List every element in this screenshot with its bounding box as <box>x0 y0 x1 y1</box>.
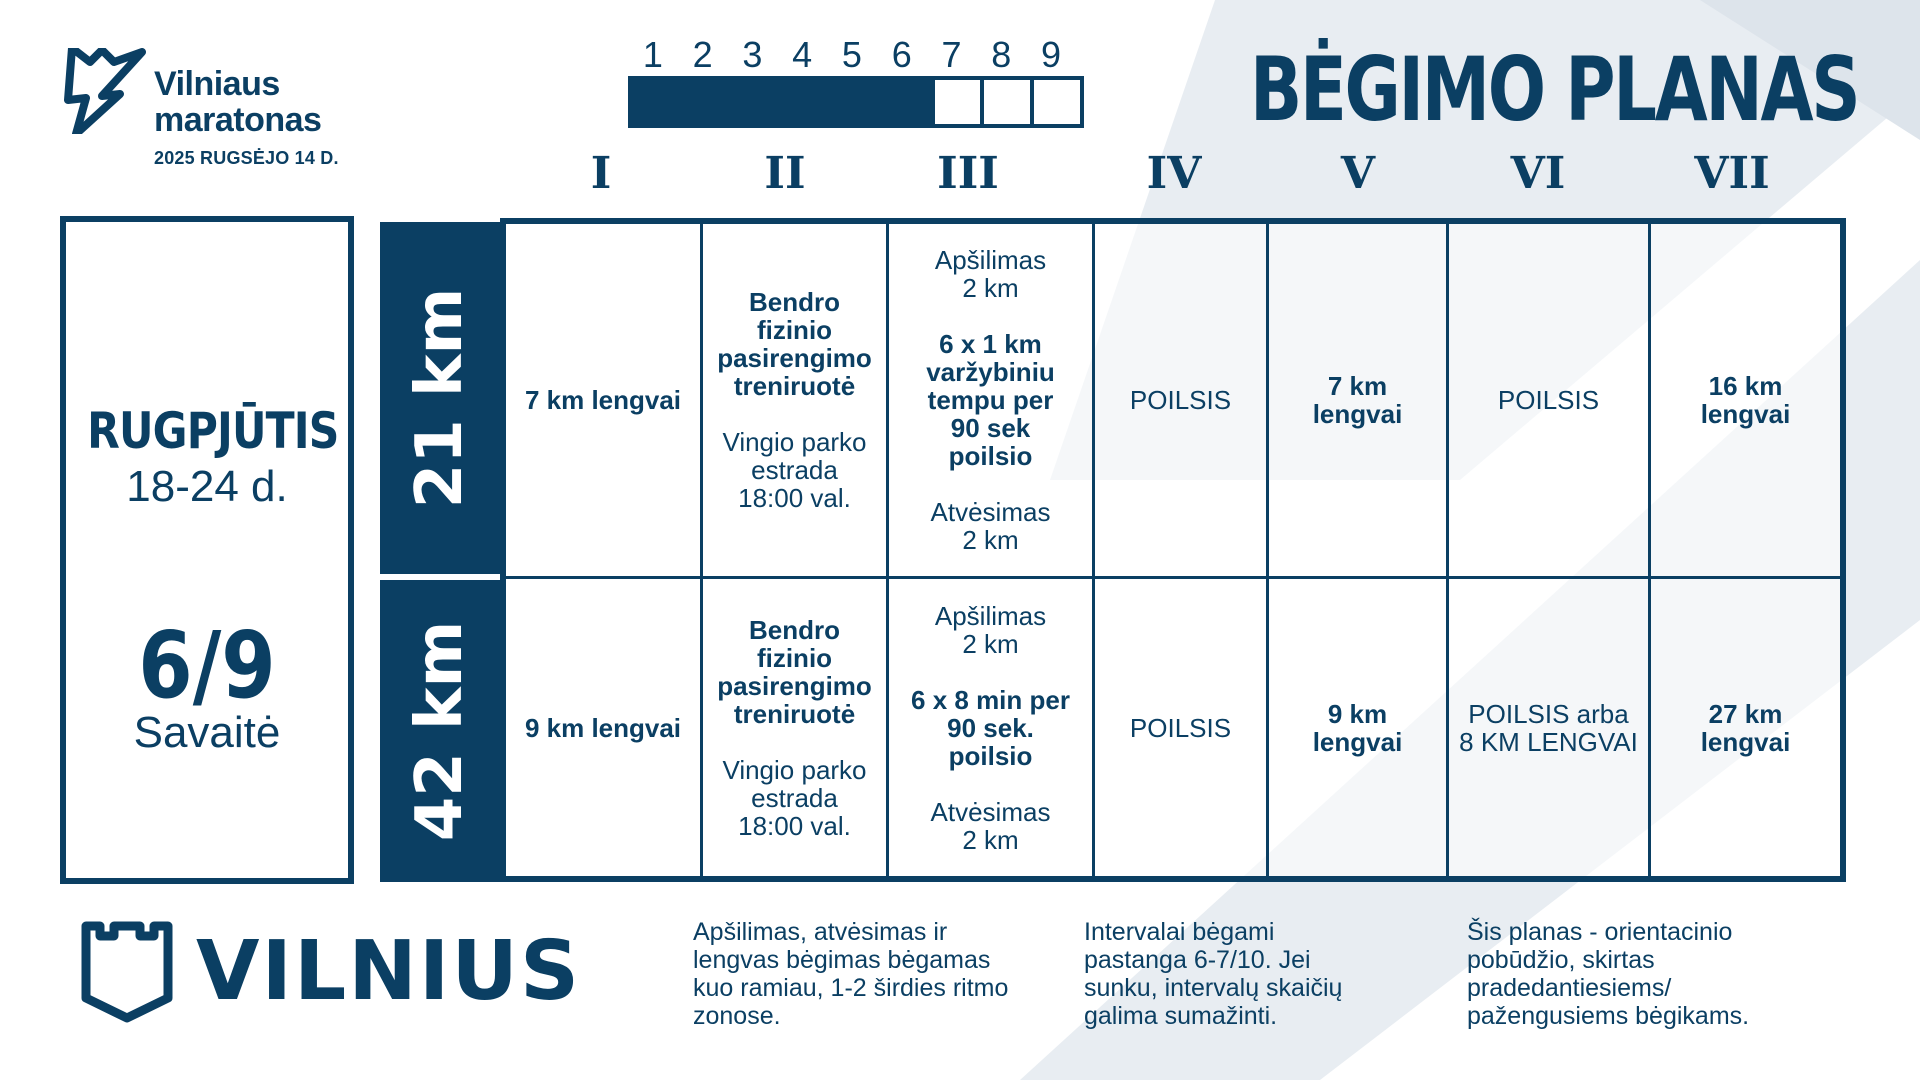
month-label: RUGPJŪTIS <box>87 402 339 460</box>
plan-cell-42-d6: POILSIS arba 8 KM LENGVAI <box>1459 698 1638 757</box>
week-progress <box>628 34 1084 128</box>
plan-cell-42-d7: 27 km lengvai <box>1700 698 1791 757</box>
day-header-4: IV <box>1146 148 1202 199</box>
plan-cell-42-d4: POILSIS <box>1129 712 1232 743</box>
week-fraction: 6/9 <box>138 612 276 719</box>
event-date: 2025 RUGSĖJO 14 D. <box>154 148 339 168</box>
week-number: 2 <box>692 34 713 75</box>
remaining-week-cell <box>931 80 981 124</box>
distance-text-21: 21 km <box>403 287 477 509</box>
event-name <box>154 66 321 138</box>
distance-text-42: 42 km <box>403 620 477 842</box>
city-name: VILNIUS <box>196 924 582 1019</box>
plan-cell-42-d3: Apšilimas 2 km 6 x 8 min per 90 sek. poilsio Atvėsimas 2 km <box>911 600 1070 855</box>
event-name-line2: maratonas <box>154 101 322 139</box>
plan-cell-21-d2: Bendro fizinio pasirengimo treniruotė Vingio parko estrada 18:00 val. <box>717 287 872 513</box>
plan-cell-21-d3: Apšilimas 2 km 6 x 1 km varžybiniu tempu per 90 sek poilsio Atvėsimas 2 km <box>926 245 1055 555</box>
date-range: 18-24 d. <box>126 462 288 511</box>
plan-cell-21-d5: 7 km lengvai <box>1312 371 1403 429</box>
day-header-3: III <box>937 148 999 199</box>
day-header-1: I <box>590 148 612 199</box>
week-number: 4 <box>792 34 813 75</box>
distance-label-42 <box>380 580 500 882</box>
plan-cell-42-d1: 9 km lengvai <box>524 712 682 743</box>
completed-weeks-fill <box>632 80 931 124</box>
remaining-week-cell <box>1030 80 1080 124</box>
castle-tower-icon <box>78 920 176 1024</box>
event-name-line1: Vilniaus <box>154 65 280 103</box>
week-info-box <box>60 216 354 884</box>
distance-label-21 <box>380 222 500 574</box>
week-progress-bar <box>628 76 1084 128</box>
plan-cell-21-d6: POILSIS <box>1497 385 1600 415</box>
note-intervals: Intervalai bėgami pastanga 6-7/10. Jei sunku, intervalų skaičių galima sumažinti. <box>1084 918 1343 1030</box>
week-number: 6 <box>891 34 912 75</box>
week-number: 1 <box>642 34 663 75</box>
week-number: 7 <box>941 34 962 75</box>
remaining-week-cell <box>980 80 1030 124</box>
plan-cell-21-d7: 16 km lengvai <box>1700 371 1791 429</box>
plan-cell-21-d1: 7 km lengvai <box>524 385 682 415</box>
week-label: Savaitė <box>133 708 281 757</box>
note-disclaimer: Šis planas - orientacinio pobūdžio, skirtas pradedantiesiems/ pažengusiems bėgikams. <box>1467 918 1750 1030</box>
lightning-mark-icon <box>62 48 148 134</box>
plan-cell-42-d5: 9 km lengvai <box>1312 698 1403 757</box>
day-header-5: V <box>1340 148 1376 199</box>
plan-cell-42-d2: Bendro fizinio pasirengimo treniruotė Vingio parko estrada 18:00 val. <box>717 614 872 841</box>
week-number: 5 <box>841 34 862 75</box>
day-header-2: II <box>764 148 806 199</box>
week-number: 8 <box>991 34 1012 75</box>
note-intensity: Apšilimas, atvėsimas ir lengvas bėgimas bėgamas kuo ramiau, 1-2 širdies ritmo zonose. <box>693 918 1009 1030</box>
plan-cell-21-d4: POILSIS <box>1129 385 1232 415</box>
plan-table <box>500 218 1846 882</box>
day-header-6: VI <box>1510 148 1566 199</box>
week-numbers <box>628 34 1084 74</box>
page-title: BĖGIMO PLANAS <box>1250 38 1859 141</box>
day-header-7: VII <box>1694 148 1770 199</box>
week-number: 3 <box>742 34 763 75</box>
week-number: 9 <box>1040 34 1062 75</box>
event-logo <box>62 48 362 178</box>
